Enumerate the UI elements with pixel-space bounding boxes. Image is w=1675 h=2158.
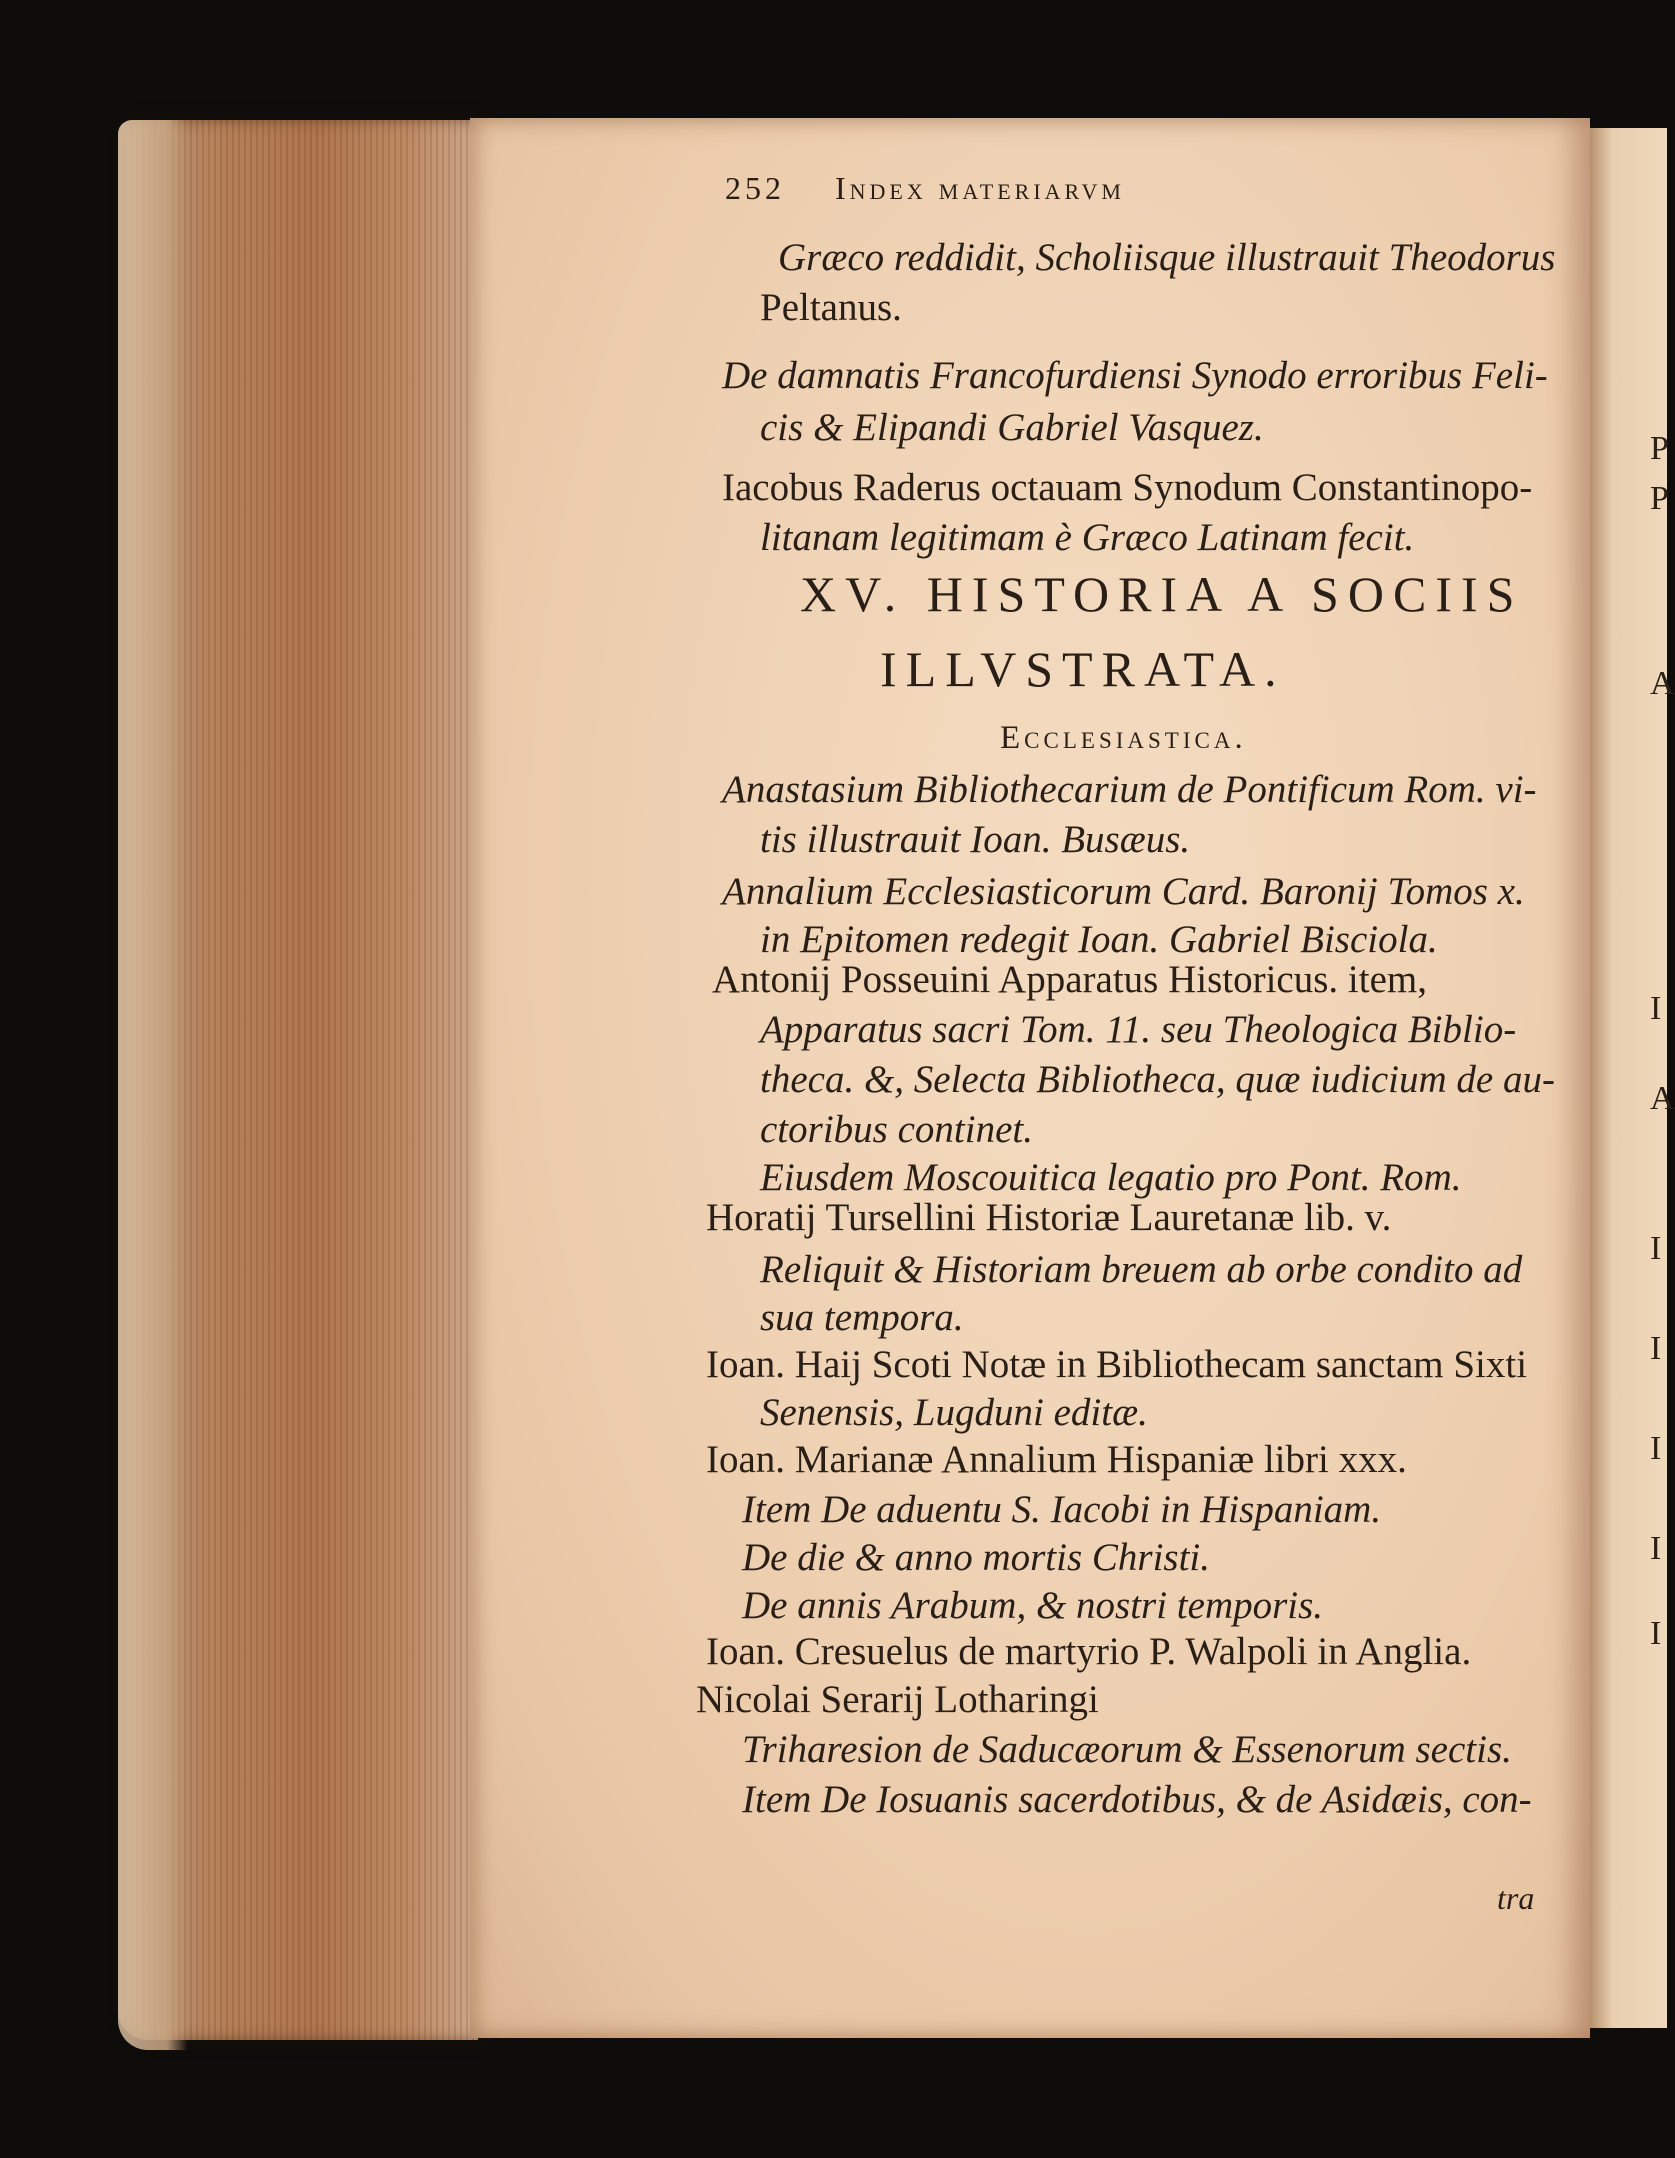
text-line: De damnatis Francofurdiensi Synodo erroribus Feli-	[722, 354, 1548, 397]
index-entry-line: Senensis, Lugduni editæ.	[760, 1391, 1148, 1434]
index-entry-line: ctoribus continet.	[760, 1108, 1033, 1151]
index-entry-line: Item De Iosuanis sacerdotibus, & de Asidæis, con-	[742, 1778, 1532, 1821]
facing-page-letter: P	[1650, 430, 1669, 467]
text-line: litanam legitimam è Græco Latinam fecit.	[760, 516, 1415, 559]
text-line: Iacobus Raderus octauam Synodum Constantinopo-	[722, 466, 1533, 509]
facing-page-letter: A	[1650, 665, 1675, 702]
page-number: 252	[725, 170, 785, 206]
index-entry-line: in Epitomen redegit Ioan. Gabriel Bisciola.	[760, 918, 1438, 961]
running-head	[725, 170, 1125, 207]
running-title: Index materiarvm	[835, 170, 1125, 206]
facing-page-letter: I	[1650, 1330, 1662, 1367]
facing-page-letter: I	[1650, 1430, 1662, 1467]
index-entry-line: sua tempora.	[760, 1296, 964, 1339]
text-line: Peltanus.	[760, 286, 902, 329]
index-entry-line: theca. &, Selecta Bibliotheca, quæ iudicium de au-	[760, 1058, 1555, 1101]
index-entry-line: Annalium Ecclesiasticorum Card. Baronij Tomos x.	[722, 870, 1525, 913]
section-title-line-1: XV. HISTORIA A SOCIIS	[800, 566, 1524, 622]
index-entry-line: Ioan. Marianæ Annalium Hispaniæ libri xxx.	[706, 1438, 1407, 1481]
index-entry-line: Apparatus sacri Tom. 11. seu Theologica Biblio-	[760, 1008, 1517, 1051]
facing-page-letter: I	[1650, 1615, 1662, 1652]
index-entry-line: De die & anno mortis Christi.	[742, 1536, 1211, 1579]
index-entry-line: Anastasium Bibliothecarium de Pontificum Rom. vi-	[722, 768, 1537, 811]
catchword: tra	[1497, 1880, 1535, 1916]
index-entry-line: Antonij Posseuini Apparatus Historicus. item,	[712, 958, 1427, 1001]
index-entry-line: Horatij Tursellini Historiæ Lauretanæ lib. v.	[706, 1196, 1392, 1239]
section-subtitle: Ecclesiastica.	[1000, 720, 1247, 756]
index-entry-line: Ioan. Haij Scoti Notæ in Bibliothecam sanctam Sixti	[706, 1343, 1528, 1386]
facing-page-letter: A	[1650, 1080, 1675, 1117]
index-entry-line: Triharesion de Saducæorum & Essenorum sectis.	[742, 1728, 1512, 1771]
index-entry-line: Reliquit & Historiam breuem ab orbe condito ad	[760, 1248, 1523, 1291]
index-entry-line: tis illustrauit Ioan. Busæus.	[760, 818, 1191, 861]
index-entry-line: Nicolai Serarij Lotharingi	[696, 1678, 1099, 1721]
text-line: cis & Elipandi Gabriel Vasquez.	[760, 406, 1264, 449]
facing-page-letter: I	[1650, 990, 1662, 1027]
facing-page-edge	[1590, 128, 1667, 2028]
text-line: Græco reddidit, Scholiisque illustrauit Theodorus	[778, 236, 1556, 279]
index-entry-line: Ioan. Cresuelus de martyrio P. Walpoli in Anglia.	[706, 1630, 1472, 1673]
facing-page-letter: I	[1650, 1230, 1662, 1267]
facing-page-letter: I	[1650, 1530, 1662, 1567]
index-entry-line: Eiusdem Moscouitica legatio pro Pont. Rom.	[760, 1156, 1462, 1199]
facing-page-letter: P	[1650, 480, 1669, 517]
index-entry-line: De annis Arabum, & nostri temporis.	[742, 1584, 1324, 1627]
vellum-binding-edge	[118, 120, 188, 2050]
index-entry-line: Item De aduentu S. Iacobi in Hispaniam.	[742, 1488, 1382, 1531]
section-title-line-2: ILLVSTRATA.	[880, 641, 1286, 697]
